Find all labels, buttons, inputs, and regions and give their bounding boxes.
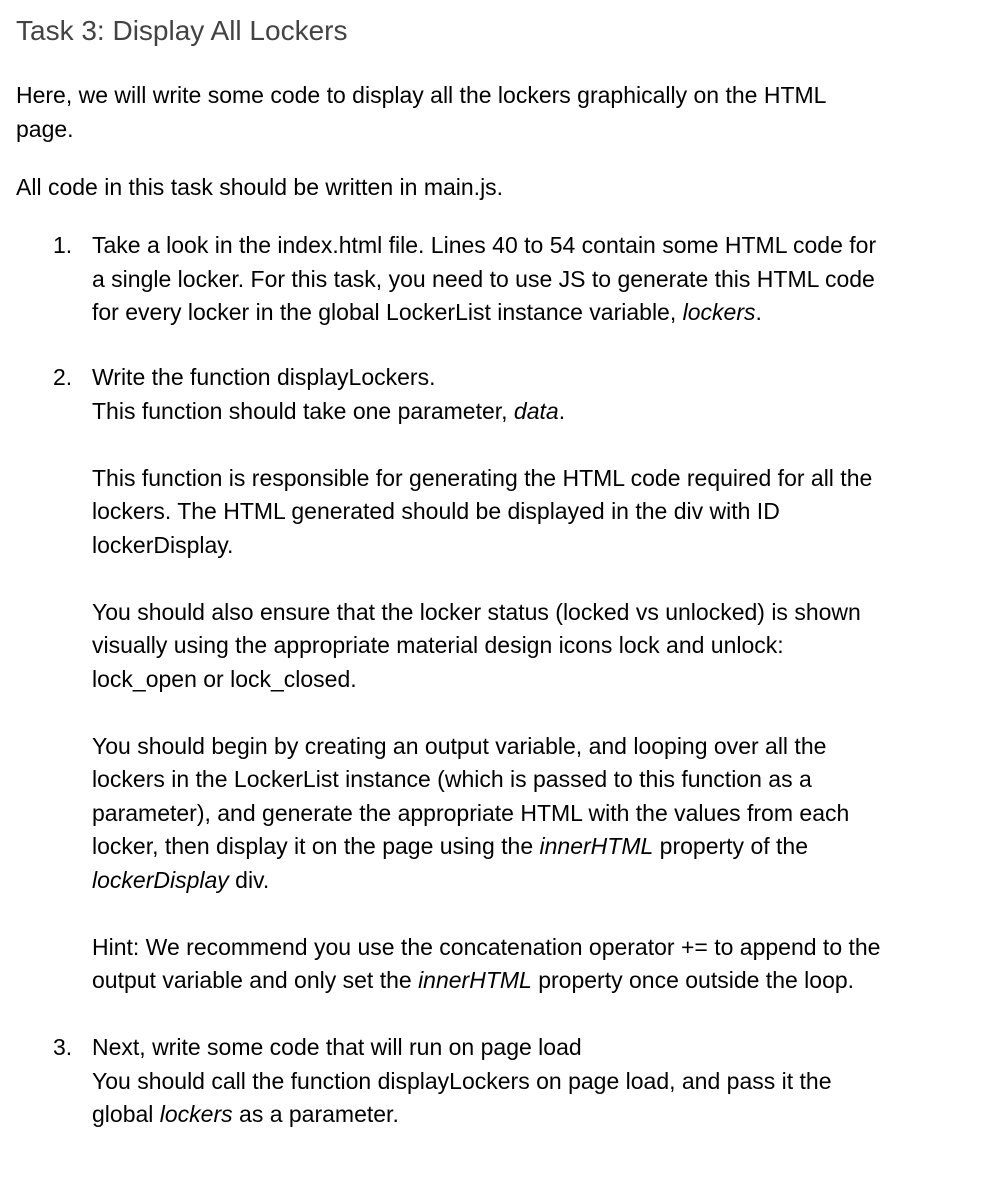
hint-line: Hint: We recommend you use the concatenation operator += to append to the: [92, 933, 881, 960]
text-line: You should also ensure that the locker status (locked vs unlocked) is shown: [92, 598, 861, 625]
list-item-body: [92, 229, 976, 330]
text-line: locker, then display it on the page using the innerHTML property of the: [92, 833, 808, 859]
text-line: lockers in the LockerList instance (which is passed to this function as a: [92, 766, 812, 792]
text-line: You should call the function displayLockers on page load, and pass it the: [92, 1067, 832, 1094]
list-item-number: 3.: [53, 1034, 73, 1060]
text-line: a single locker. For this task, you need to use JS to generate this HTML code: [92, 265, 875, 292]
emphasis-data: data: [513, 397, 559, 424]
text-line: Write the function displayLockers.: [92, 364, 436, 390]
code-location-paragraph: All code in this task should be written in main.js.: [16, 174, 504, 200]
emphasis-innerhtml: innerHTML: [418, 967, 532, 993]
list-item-body: [92, 1031, 976, 1132]
text-line: lockerDisplay div.: [92, 866, 270, 893]
text-line: This function is responsible for generating the HTML code required for all the: [92, 464, 873, 491]
emphasis-lockerdisplay: lockerDisplay: [92, 866, 229, 893]
list-item-body: [92, 361, 976, 998]
emphasis-innerhtml: innerHTML: [539, 833, 654, 859]
text-line: lockerDisplay.: [92, 531, 234, 558]
emphasis-lockers: lockers: [159, 1101, 233, 1127]
list-item-number: 2.: [53, 364, 73, 390]
text-line: You should begin by creating an output variable, and looping over all the: [92, 732, 827, 759]
list-item-number: 1.: [53, 232, 73, 258]
text-line: global lockers as a parameter.: [92, 1101, 399, 1127]
text-line: Next, write some code that will run on page load: [92, 1034, 582, 1060]
text-line: This function should take one parameter, data.: [92, 397, 566, 424]
text-line: Take a look in the index.html file. Lines 40 to 54 contain some HTML code for: [92, 232, 877, 258]
emphasis-lockers: lockers: [682, 299, 756, 325]
text-line: lock_open or lock_closed.: [92, 665, 357, 692]
text-line: lockers. The HTML generated should be displayed in the div with ID: [92, 498, 780, 524]
intro-line: page.: [16, 115, 74, 142]
text-line: parameter), and generate the appropriate HTML with the values from each: [92, 799, 850, 826]
hint-line: output variable and only set the innerHTML property once outside the loop.: [92, 967, 855, 993]
text-line: visually using the appropriate material design icons lock and unlock:: [92, 632, 784, 658]
text-line: for every locker in the global LockerList instance variable, lockers.: [92, 299, 762, 325]
intro-line: Here, we will write some code to display all the lockers graphically on the HTML: [16, 82, 827, 108]
task-title: Task 3: Display All Lockers: [16, 15, 348, 46]
intro-paragraph: [16, 79, 956, 146]
